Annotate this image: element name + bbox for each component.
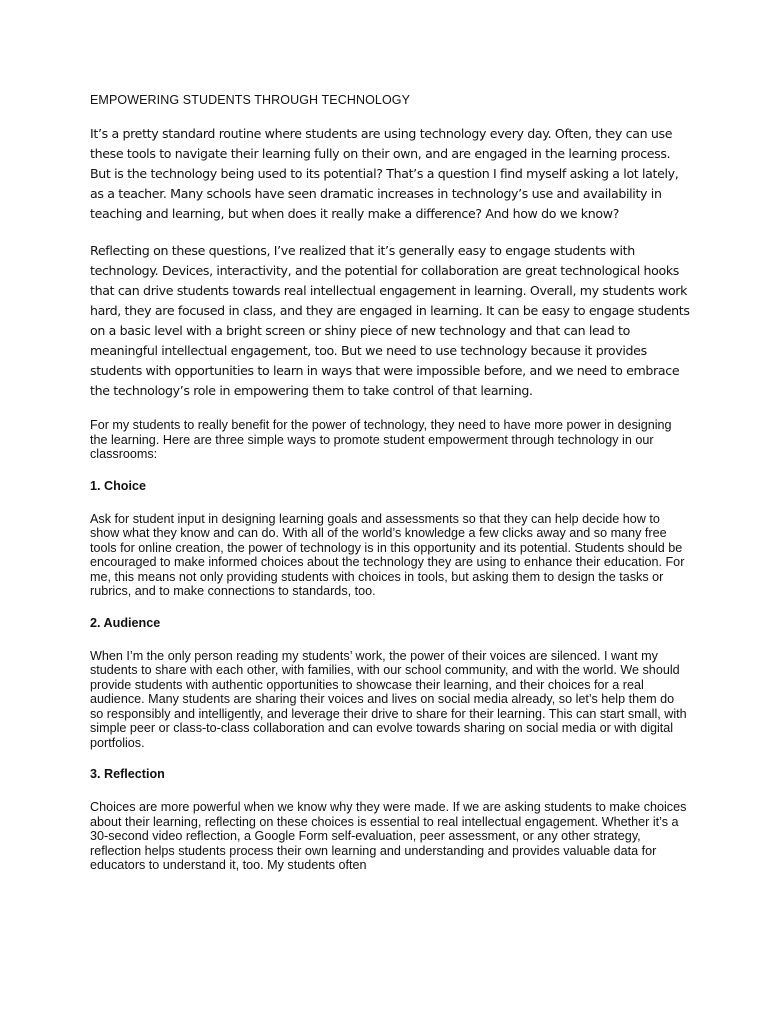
intro-paragraph-2: Reflecting on these questions, I’ve realized that it’s generally easy to engage students with technology. Devices, interactivity, and the potential for collaboration are great technological hooks that can drive students towards real intellectual engagement in learning. Overall, my students work hard, they are focused in class, and they are engaged in learning. It can be easy to engage students on a basic level with a bright screen or shiny piece of new technology and that can lead to meaningful intellectual engagement, too. But we need to use technology because it provides students with opportunities to learn in ways that were impossible before, and we need to embrace the technology’s role in empowering them to take control of that learning. (90, 243, 690, 398)
intro-paragraph-1: It’s a pretty standard routine where students are using technology every day. Often, they can use these tools to navigate their learning fully on their own, and are engaged in the learning process. But is the technology being used to its potential? That’s a question I find myself asking a lot lately, as a teacher. Many schools have seen dramatic increases in technology’s use and availability in teaching and learning, but when does it really make a difference? And how do we know? (90, 126, 679, 221)
document-title: EMPOWERING STUDENTS THROUGH TECHNOLOGY (90, 93, 411, 107)
section-heading-reflection: 3. Reflection (90, 767, 165, 781)
section-body-reflection: Choices are more powerful when we know why they were made. If we are asking students to make choices about their learning, reflecting on these choices is essential to real intellectual engagement. Whether it’s a 30-second video reflection, a Google Form self-evaluation, peer assessment, or any other strategy, reflection helps students process their own learning and understanding and provides valuable data for educators to understand it, too. My students often (90, 800, 687, 872)
section-body-audience: When I’m the only person reading my students’ work, the power of their voices are silenced. I want my students to share with each other, with families, with our school community, and with the world. We should provide students with authentic opportunities to showcase their learning, and their choices for a real audience. Many students are sharing their voices and lives on social media already, so let’s help them do so responsibly and intelligently, and leverage their drive to share for their learning. This can start small, with simple peer or class-to-class collaboration and can evolve towards sharing on social media or with digital portfolios. (90, 648, 687, 750)
section-body-choice: Ask for student input in designing learning goals and assessments so that they can help decide how to show what they know and can do. With all of the world’s knowledge a few clicks away and so many free tools for online creation, the power of technology is in this opportunity and its potential. Students should be encouraged to make informed choices about the technology they are using to enhance their education. For me, this means not only providing students with choices in tools, but asking them to design the tasks or rubrics, and to make connections to standards, too. (90, 511, 685, 598)
document-page (90, 93, 690, 890)
section-heading-choice: 1. Choice (90, 478, 146, 493)
lead-paragraph: For my students to really benefit for the power of technology, they need to have more power in designing the learning. Here are three simple ways to promote student empowerment through technology in our classrooms: (90, 418, 672, 461)
section-heading-audience: 2. Audience (90, 615, 161, 630)
